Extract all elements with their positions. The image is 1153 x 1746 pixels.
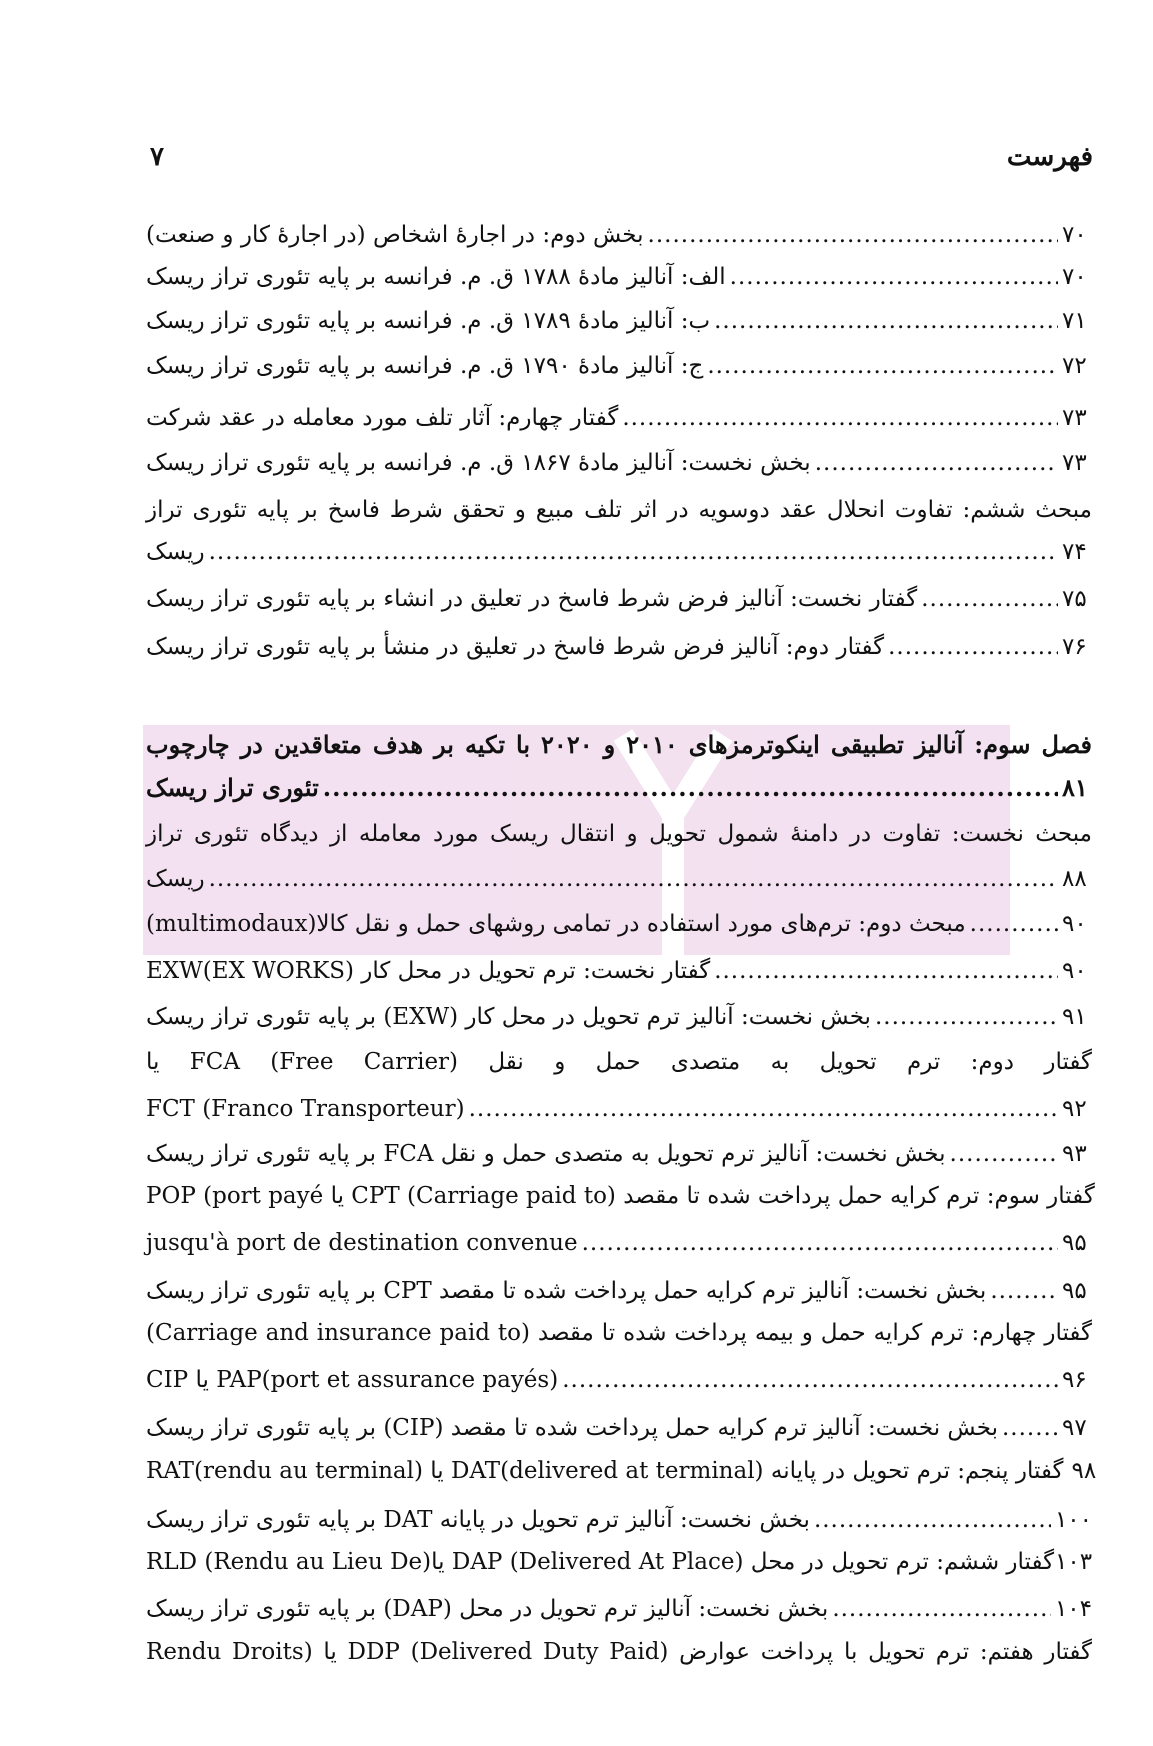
toc-entry-title: مبحث نخست: تفاوت در دامنۀ شمول تحویل و انتقال ریسک مورد معامله از دیدگاه تئوری تراز <box>146 821 1092 847</box>
page-header-title: فهرست <box>1006 142 1093 172</box>
toc-entry-line <box>146 866 1092 906</box>
toc-page-number: ۹۶ <box>1062 1367 1087 1393</box>
dot-leader <box>648 222 1058 248</box>
toc-page-number: ۷۳ <box>1062 450 1087 476</box>
toc-entry-title: گفتار هفتم: ترم تحویل با پرداخت عوارض DDP (Delivered Duty Paid) یا (Rendu Droits <box>146 1639 1092 1665</box>
toc-page-number: ۷۳ <box>1062 405 1087 431</box>
toc-entry <box>146 1004 1092 1044</box>
toc-entry-line <box>146 1049 1092 1089</box>
dot-leader <box>714 308 1058 334</box>
toc-page-number: ۱۰۰ <box>1054 1507 1092 1533</box>
toc-entry-line <box>146 1183 1095 1223</box>
toc-entry-title-continued: تئوری تراز ریسک <box>146 773 319 802</box>
toc-entry-title-continued: ریسک <box>146 866 205 892</box>
dot-leader <box>1002 1415 1058 1441</box>
toc-page-number: ۹۷ <box>1062 1415 1087 1441</box>
dot-leader <box>970 911 1058 937</box>
toc-page-number: ۱۰۳ <box>1054 1549 1093 1575</box>
toc-page-number: ۹۵ <box>1062 1230 1087 1256</box>
toc-entry-title: بخش نخست: آنالیز ترم تحویل در محل کار (EXW) بر پایه تئوری تراز ریسک <box>146 1004 871 1030</box>
dot-leader <box>209 539 1058 565</box>
toc-entry-line <box>146 821 1092 861</box>
dot-leader <box>990 1278 1058 1304</box>
dot-leader <box>888 634 1058 660</box>
toc-entry-title: الف: آنالیز مادۀ ۱۷۸۸ ق. م. فرانسه بر پایه تئوری تراز ریسک <box>146 264 726 290</box>
dot-leader <box>707 353 1058 379</box>
dot-leader <box>950 1141 1058 1167</box>
toc-page-number: ۹۸ <box>1071 1458 1097 1484</box>
toc-entry <box>146 1549 1092 1589</box>
toc-entry-line <box>146 730 1092 770</box>
toc-entry-line <box>146 1096 1092 1136</box>
toc-page-number: ۹۱ <box>1062 1004 1087 1030</box>
dot-leader <box>814 1507 1051 1533</box>
toc-entry-title: بخش نخست: آنالیز ترم تحویل به متصدی حمل و نقل FCA بر پایه تئوری تراز ریسک <box>146 1141 946 1167</box>
toc-entry-title: گفتار ششم: ترم تحویل در محل DAP (Delivered At Place) یاRLD (Rendu au Lieu De) <box>146 1549 1055 1575</box>
toc-entry-line <box>146 773 1092 813</box>
toc-entry <box>146 634 1092 674</box>
toc-entry-title: گفتار نخست: ترم تحویل در محل کار (EXW(EX WORKS <box>146 958 711 984</box>
toc-entry <box>146 958 1092 998</box>
toc-entry-title: ب: آنالیز مادۀ ۱۷۸۹ ق. م. فرانسه بر پایه تئوری تراز ریسک <box>146 308 711 334</box>
toc-entry <box>146 1507 1092 1547</box>
dot-leader <box>921 586 1058 612</box>
dot-leader <box>323 773 1058 802</box>
dot-leader <box>209 866 1058 892</box>
toc-entry-line <box>146 1320 1092 1360</box>
toc-entry-title-continued: CIP یا PAP(port et assurance payés) <box>146 1367 559 1393</box>
toc-entry <box>146 405 1092 445</box>
toc-entry-title: گفتار چهارم: آثار تلف مورد معامله در عقد شرکت <box>146 405 619 431</box>
toc-entry <box>146 1458 1097 1498</box>
toc-entry <box>146 222 1092 262</box>
toc-page-number: ۱۰۴ <box>1054 1596 1092 1622</box>
toc-entry-title: گفتار پنجم: ترم تحویل در پایانه DAT(delivered at terminal) یا RAT(rendu au terminal) <box>146 1458 1064 1484</box>
toc-entry-title: گفتار دوم: آنالیز فرض شرط فاسخ در تعلیق در منشأ بر پایه تئوری تراز ریسک <box>146 634 885 660</box>
toc-page-number: ۷۰ <box>1062 222 1087 248</box>
toc-entry <box>146 1596 1092 1636</box>
toc-entry <box>146 1141 1092 1181</box>
toc-entry-title: بخش نخست: آنالیز مادۀ ۱۸۶۷ ق. م. فرانسه بر پایه تئوری تراز ریسک <box>146 450 811 476</box>
toc-page-number: ۹۲ <box>1062 1096 1087 1122</box>
dot-leader <box>832 1596 1051 1622</box>
toc-page-number: ۷۱ <box>1062 308 1087 334</box>
toc-page-number: ۷۴ <box>1062 539 1087 565</box>
toc-page-number: ۷۰ <box>1062 264 1087 290</box>
toc-page-number: ۹۰ <box>1062 958 1087 984</box>
dot-leader <box>582 1230 1058 1256</box>
toc-entry-title: بخش دوم: در اجارۀ اشخاص (در اجارۀ کار و صنعت) <box>146 222 644 248</box>
toc-entry <box>146 1415 1092 1455</box>
toc-entry-title: بخش نخست: آنالیز ترم کرایه حمل پرداخت شده تا مقصد CPT بر پایه تئوری تراز ریسک <box>146 1278 987 1304</box>
toc-page-number: ۹۰ <box>1062 911 1087 937</box>
toc-entry <box>146 1639 1092 1679</box>
toc-entry <box>146 911 1092 951</box>
toc-entry-title: گفتار سوم: ترم کرایه حمل پرداخت شده تا مقصد CPT (Carriage paid to) یا POP (port payé <box>146 1183 1095 1209</box>
dot-leader <box>714 958 1058 984</box>
toc-entry-title: فصل سوم: آنالیز تطبیقی اینکوترمزهای ۲۰۱۰ و ۲۰۲۰ با تکیه بر هدف متعاقدین در چارچوب <box>146 730 1092 759</box>
toc-page-number: ۷۵ <box>1062 586 1087 612</box>
toc-entry-title: گفتار نخست: آنالیز فرض شرط فاسخ در تعلیق در انشاء بر پایه تئوری تراز ریسک <box>146 586 918 612</box>
dot-leader <box>730 264 1058 290</box>
toc-page-number: ۹۵ <box>1062 1278 1087 1304</box>
toc-page-number: ۹۳ <box>1062 1141 1087 1167</box>
toc-page-number: ۸۱ <box>1062 773 1088 802</box>
toc-entry-line <box>146 539 1092 579</box>
toc-entry <box>146 308 1092 348</box>
toc-entry-title: مبحث دوم: ترم‌های مورد استفاده در تمامی روشهای حمل و نقل کالا(multimodaux) <box>146 911 966 937</box>
toc-entry-title: بخش نخست: آنالیز ترم تحویل در محل (DAP) بر پایه تئوری تراز ریسک <box>146 1596 829 1622</box>
toc-entry-title: مبحث ششم: تفاوت انحلال عقد دوسویه در اثر تلف مبیع و تحقق شرط فاسخ بر پایه تئوری تراز <box>146 497 1092 523</box>
toc-entry <box>146 1278 1092 1318</box>
toc-page-number: ۷۲ <box>1062 353 1087 379</box>
toc-entry-title: گفتار دوم: ترم تحویل به متصدی حمل و نقل FCA (Free Carrier) یا <box>146 1049 1092 1075</box>
toc-page-number: ۸۸ <box>1062 866 1087 892</box>
toc-entry-title-continued: ریسک <box>146 539 205 565</box>
toc-entry <box>146 353 1092 393</box>
dot-leader <box>469 1096 1058 1122</box>
dot-leader <box>815 450 1058 476</box>
toc-entry <box>146 586 1092 626</box>
toc-entry-title: گفتار چهارم: ترم کرایه حمل و بیمه پرداخت شده تا مقصد (Carriage and insurance paid to) <box>146 1320 1092 1346</box>
toc-entry <box>146 264 1092 304</box>
toc-entry-line <box>146 497 1092 537</box>
dot-leader <box>562 1367 1058 1393</box>
toc-entry-title: بخش نخست: آنالیز ترم تحویل در پایانه DAT بر پایه تئوری تراز ریسک <box>146 1507 810 1533</box>
toc-entry-title: بخش نخست: آنالیز ترم کرایه حمل پرداخت شده تا مقصد (CIP) بر پایه تئوری تراز ریسک <box>146 1415 998 1441</box>
toc-entry-title-continued: jusqu'à port de destination convenue <box>146 1230 578 1256</box>
dot-leader <box>875 1004 1058 1030</box>
toc-page-number: ۷۶ <box>1062 634 1087 660</box>
toc-entry-title-continued: FCT (Franco Transporteur) <box>146 1096 465 1122</box>
page-number: ۷ <box>150 142 164 172</box>
toc-entry-line <box>146 1367 1092 1407</box>
toc-entry <box>146 450 1092 490</box>
dot-leader <box>622 405 1058 431</box>
toc-entry-title: ج: آنالیز مادۀ ۱۷۹۰ ق. م. فرانسه بر پایه تئوری تراز ریسک <box>146 353 704 379</box>
toc-entry-line <box>146 1230 1092 1270</box>
